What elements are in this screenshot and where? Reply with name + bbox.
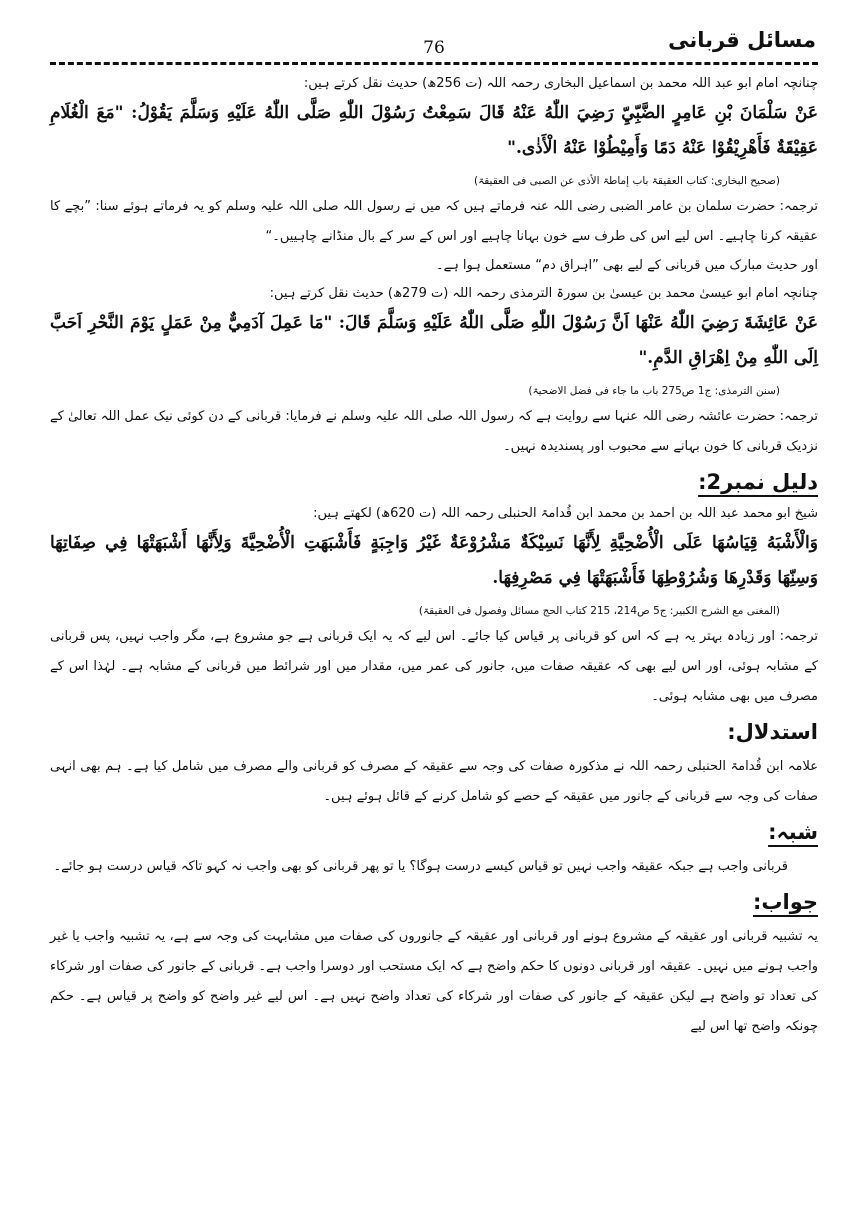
istidlal-text: علامہ ابن قُدامۃ الحنبلی رحمہ اللہ نے مذکورہ صفات کی وجہ سے عقیقہ کے مصرف کو قربانی والے مصرف میں شامل کیا ہے۔ ہم بھی انہی صفات کی وجہ سے قربانی کے جانور میں عقیقہ کے حصے کو شامل کرنے کے قائل ہوئے ہیں۔ (50, 759, 818, 804)
heading-istidlal: استدلال: (727, 720, 818, 744)
reference-2: (سنن الترمذی: ج1 ص275 باب ما جاء فی فضل الاضحیۃ) (528, 385, 780, 397)
shubha-text: قربانی واجب ہے جبکہ عقیقہ واجب نہیں تو قیاس کیسے درست ہوگا؟ یا تو پھر قربانی کو بھی واجب نہ کہو تاکہ قیاس درست ہو جائے۔ (53, 859, 788, 874)
header-divider (50, 62, 818, 65)
jawab-text: یہ تشبیہ قربانی اور عقیقہ کے مشروع ہونے اور قربانی اور عقیقہ کے جانوروں کی صفات میں مشابہت کی وجہ سے ہے، یہ تشبیہ واجب یا غیر واجب ہونے میں نہیں۔ عقیقہ اور قربانی دونوں کا حکم واضح ہے کہ ایک مستحب اور دوسرا واجب ہے۔ قربانی کے جانور کی صفات اور شرکاء کی تعداد تو واضح ہے لیکن عقیقہ کے جانور کی صفات اور شرکاء کی تعداد واضح نہیں ہے۔ اس لیے غیر واضح کو واضح پر قیاس ہے۔ حکم چونکہ واضح تھا اس لیے (50, 929, 818, 1034)
translation-1: ترجمہ: حضرت سلمان بن عامر الضبی رضی اللہ عنہ فرماتے ہیں کہ میں نے رسول اللہ صلی اللہ علیہ وسلم کو یہ فرماتے ہوئے سنا: ”بچے کا عقیقہ کرنا چاہیے۔ اس لیے اس کی طرف سے خون بہانا چاہیے اور اس کے سر کے بال منڈانے چاہییں۔“ (50, 199, 818, 244)
section-shubha (50, 812, 818, 852)
page-header (50, 0, 818, 64)
intro-tirmidhi: چنانچہ امام ابو عیسیٰ محمد بن عیسیٰ بن سورۃ الترمذی رحمہ اللہ (ت 279ھ) حدیث نقل کرتے ہیں: (269, 286, 818, 301)
section-istidlal (50, 712, 818, 752)
heading-shubha: شبہ: (768, 820, 818, 844)
intro-ibn-qudamah: شیخ ابو محمد عبد اللہ بن احمد بن محمد ابن قُدامۃ الحنبلی رحمہ اللہ (ت 620ھ) لکھتے ہیں: (313, 506, 818, 521)
translation-3: ترجمہ: اور زیادہ بہتر یہ ہے کہ اس کو قربانی پر قیاس کیا جائے۔ اس لیے کہ یہ ایک قربانی ہے جو مشروع ہے، مگر واجب نہیں، پس قربانی کے مشابہ ہوئی، اور اس لیے بھی کہ عقیقہ صفات میں، جانور کی عمر میں، مقدار میں اور شرائط میں قربانی کے مشابہ ہے۔ لہٰذا اس کے مصرف میں بھی مشابہ ہوئی۔ (50, 629, 818, 704)
translation-2: ترجمہ: حضرت عائشہ رضی اللہ عنہا سے روایت ہے کہ رسول اللہ صلی اللہ علیہ وسلم نے فرمایا: قربانی کے دن کوئی نیک عمل اللہ تعالیٰ کے نزدیک قربانی کا خون بہانے سے محبوب اور پسندیدہ نہیں۔ (50, 409, 818, 454)
reference-3: (المغنی مع الشرح الکبیر: ج5 ص214، 215 کتاب الحج مسائل وفصول فی العقیقۃ) (418, 605, 780, 617)
heading-jawab: جواب: (753, 890, 818, 914)
intro-bukhari: چنانچہ امام ابو عبد اللہ محمد بن اسماعیل البخاری رحمہ اللہ (ت 256ھ) حدیث نقل کرتے ہیں: (303, 76, 818, 91)
note-ihraq-dam: اور حدیث مبارک میں قربانی کے لیے بھی ”اہراق دم“ مستعمل ہوا ہے۔ (435, 258, 818, 273)
quote-arabic-3: وَالْأَشْبَهُ قِيَاسُهَا عَلَى الْأُضْحِيَّةِ لِأَنَّهَا نَسِيْكَةٌ مَشْرُوْعَةٌ غَيْرُ وَاجِبَةٍ فَأَشْبَهَتِ الْأُضْحِيَّةَ وَلِأَنَّهَا أَشْبَهَتْهَا فِي صِفَاتِهَا وَسِنِّهَا وَقَدْرِهَا وَشُرُوْطِهَا فَأَشْبَهَتْهَا فِي مَصْرِفِهَا. (50, 533, 818, 588)
page-number: 76 (423, 38, 445, 58)
page-content (50, 64, 818, 1042)
section-dalil-2 (50, 462, 818, 502)
section-jawab (50, 882, 818, 922)
book-title: مسائل قربانی (668, 28, 816, 52)
hadith-arabic-2: عَنْ عَائِشَةَ رَضِيَ اللّٰهُ عَنْهَا اَنَّ رَسُوْلَ اللّٰهِ صَلَّى اللّٰهُ عَلَيْهِ وَسَلَّمَ قَالَ: "مَا عَمِلَ آدَمِيٌّ مِنْ عَمَلٍ يَوْمَ النَّحْرِ اَحَبَّ اِلَى اللّٰهِ مِنْ اِهْرَاقِ الدَّمِ." (50, 313, 818, 368)
reference-1: (صحیح البخاری: کتاب العقیقۃ باب إماطۃ الأذی عن الصبی فی العقیقۃ) (473, 175, 780, 187)
hadith-arabic-1: عَنْ سَلْمَانَ بْنِ عَامِرٍ الضَّبِّيِّ رَضِيَ اللّٰهُ عَنْهُ قَالَ سَمِعْتُ رَسُوْلَ اللّٰهِ صَلَّى اللّٰهُ عَلَيْهِ وَسَلَّمَ يَقُوْلُ: "مَعَ الْغُلَامِ عَقِيْقَةٌ فَأَهْرِيْقُوْا عَنْهُ دَمًا وَأَمِيْطُوْا عَنْهُ الْأَذٰى." (50, 103, 818, 158)
heading-dalil-2: دلیل نمبر2: (698, 470, 818, 494)
